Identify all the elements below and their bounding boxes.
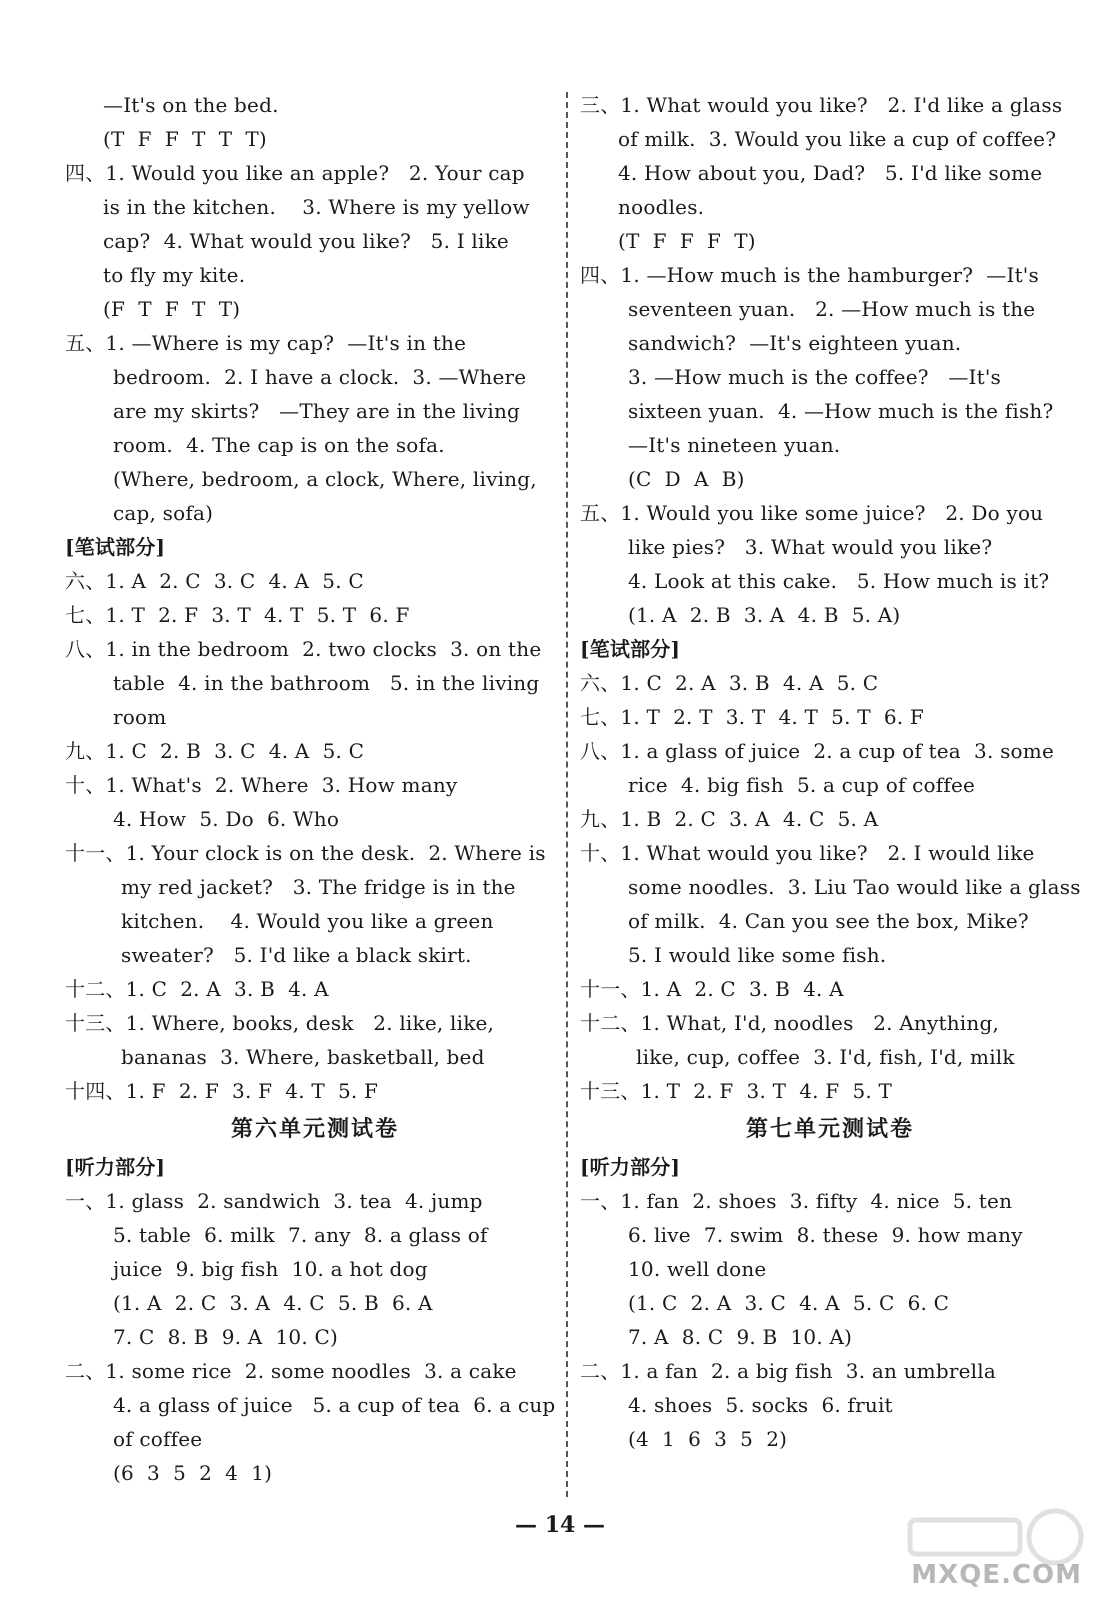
answer-line: (C D A B) xyxy=(628,467,745,491)
answer-line: table 4. in the bathroom 5. in the living xyxy=(113,671,540,695)
answer-line: —It's on the bed. xyxy=(103,93,279,117)
answer-line: like, cup, coffee 3. I'd, fish, I'd, milk xyxy=(636,1045,1015,1069)
answer-line: of milk. 4. Can you see the box, Mike? xyxy=(628,909,1029,933)
answer-line: 二、1. a fan 2. a big fish 3. an umbrella xyxy=(580,1359,996,1383)
answer-line: of coffee xyxy=(113,1427,203,1451)
answer-line: 八、1. in the bedroom 2. two clocks 3. on the xyxy=(65,637,542,661)
page-number: — 14 — xyxy=(515,1512,605,1538)
answer-line: 三、1. What would you like? 2. I'd like a glass xyxy=(580,93,1063,117)
answer-line: room xyxy=(113,705,167,729)
answer-line: is in the kitchen. 3. Where is my yellow xyxy=(103,195,530,219)
answer-line: 二、1. some rice 2. some noodles 3. a cake xyxy=(65,1359,517,1383)
answer-line: 6. live 7. swim 8. these 9. how many xyxy=(628,1223,1023,1247)
answer-line: 七、1. T 2. T 3. T 4. T 5. T 6. F xyxy=(580,705,924,729)
answer-line: bedroom. 2. I have a clock. 3. —Where xyxy=(113,365,527,389)
answer-line: 五、1. Would you like some juice? 2. Do you xyxy=(580,501,1044,525)
answer-line: 十四、1. F 2. F 3. F 4. T 5. F xyxy=(65,1079,379,1103)
answer-line: 一、1. fan 2. shoes 3. fifty 4. nice 5. ten xyxy=(580,1189,1013,1213)
answer-line: sandwich? —It's eighteen yuan. xyxy=(628,331,962,355)
answer-line: juice 9. big fish 10. a hot dog xyxy=(113,1257,428,1281)
answer-line: sixteen yuan. 4. —How much is the fish? xyxy=(628,399,1054,423)
answer-line: cap, sofa) xyxy=(113,501,214,525)
answer-line: 九、1. C 2. B 3. C 4. A 5. C xyxy=(65,739,365,763)
answer-line: 四、1. —How much is the hamburger? —It's xyxy=(580,263,1039,287)
answer-line: 十二、1. C 2. A 3. B 4. A xyxy=(65,977,329,1001)
answer-line: 4. a glass of juice 5. a cup of tea 6. a cup xyxy=(113,1393,556,1417)
answer-line: rice 4. big fish 5. a cup of coffee xyxy=(628,773,976,797)
answer-line: my red jacket? 3. The fridge is in the xyxy=(121,875,516,899)
watermark-text: MXQE.COM xyxy=(911,1560,1082,1590)
answer-line: 十一、1. Your clock is on the desk. 2. Where is xyxy=(65,841,546,865)
answer-line: sweater? 5. I'd like a black skirt. xyxy=(121,943,472,967)
answer-line: 四、1. Would you like an apple? 2. Your cap xyxy=(65,161,525,185)
answer-line: to fly my kite. xyxy=(103,263,246,287)
answer-line: some noodles. 3. Liu Tao would like a glass xyxy=(628,875,1081,899)
answer-line: 4. How 5. Do 6. Who xyxy=(113,807,340,831)
answer-line: (Where, bedroom, a clock, Where, living, xyxy=(113,467,537,491)
answer-line: like pies? 3. What would you like? xyxy=(628,535,993,559)
section-heading: [笔试部分] xyxy=(65,535,166,559)
answer-line: 一、1. glass 2. sandwich 3. tea 4. jump xyxy=(65,1189,483,1213)
answer-line: 7. C 8. B 9. A 10. C) xyxy=(113,1325,338,1349)
answer-line: 4. How about you, Dad? 5. I'd like some xyxy=(618,161,1043,185)
answer-line: 10. well done xyxy=(628,1257,767,1281)
answer-line: cap? 4. What would you like? 5. I like xyxy=(103,229,509,253)
answer-line: kitchen. 4. Would you like a green xyxy=(121,909,494,933)
answer-line: (F T F T T) xyxy=(103,297,241,321)
answer-line: of milk. 3. Would you like a cup of coffee? xyxy=(618,127,1057,151)
answer-line: (4 1 6 3 5 2) xyxy=(628,1427,788,1451)
answer-line: (6 3 5 2 4 1) xyxy=(113,1461,273,1485)
answer-line: 十一、1. A 2. C 3. B 4. A xyxy=(580,977,844,1001)
answer-line: bananas 3. Where, basketball, bed xyxy=(121,1045,485,1069)
section-heading: [听力部分] xyxy=(580,1155,681,1179)
answer-line: 五、1. —Where is my cap? —It's in the xyxy=(65,331,467,355)
answer-line: 4. Look at this cake. 5. How much is it? xyxy=(628,569,1050,593)
answer-line: noodles. xyxy=(618,195,705,219)
answer-line: (T F F T T T) xyxy=(103,127,267,151)
answer-line: 九、1. B 2. C 3. A 4. C 5. A xyxy=(580,807,879,831)
answer-line: 六、1. A 2. C 3. C 4. A 5. C xyxy=(65,569,364,593)
section-heading: [听力部分] xyxy=(65,1155,166,1179)
answer-line: 十二、1. What, I'd, noodles 2. Anything, xyxy=(580,1011,1000,1035)
answer-line: room. 4. The cap is on the sofa. xyxy=(113,433,445,457)
answer-line: 7. A 8. C 9. B 10. A) xyxy=(628,1325,853,1349)
right-column xyxy=(580,88,1080,1456)
answer-line: 八、1. a glass of juice 2. a cup of tea 3. some xyxy=(580,739,1054,763)
answer-line: 3. —How much is the coffee? —It's xyxy=(628,365,1002,389)
answer-line: 十三、1. Where, books, desk 2. like, like, xyxy=(65,1011,495,1035)
column-divider xyxy=(566,92,568,1497)
unit-title: 第六单元测试卷 xyxy=(230,1116,399,1142)
left-column xyxy=(65,88,565,1490)
unit-title: 第七单元测试卷 xyxy=(745,1116,914,1142)
answer-line: (1. A 2. C 3. A 4. C 5. B 6. A xyxy=(113,1291,433,1315)
answer-line: seventeen yuan. 2. —How much is the xyxy=(628,297,1036,321)
answer-line: (T F F F T) xyxy=(618,229,756,253)
answer-line: are my skirts? —They are in the living xyxy=(113,399,521,423)
answer-line: 5. table 6. milk 7. any 8. a glass of xyxy=(113,1223,488,1247)
answer-line: 4. shoes 5. socks 6. fruit xyxy=(628,1393,893,1417)
answer-line: (1. A 2. B 3. A 4. B 5. A) xyxy=(628,603,901,627)
answer-line: 六、1. C 2. A 3. B 4. A 5. C xyxy=(580,671,879,695)
answer-line: (1. C 2. A 3. C 4. A 5. C 6. C xyxy=(628,1291,950,1315)
section-heading: [笔试部分] xyxy=(580,637,681,661)
answer-line: 十三、1. T 2. F 3. T 4. F 5. T xyxy=(580,1079,893,1103)
answer-line: —It's nineteen yuan. xyxy=(628,433,841,457)
answer-line: 5. I would like some fish. xyxy=(628,943,887,967)
answer-line: 十、1. What's 2. Where 3. How many xyxy=(65,773,458,797)
answer-line: 七、1. T 2. F 3. T 4. T 5. T 6. F xyxy=(65,603,410,627)
answer-line: 十、1. What would you like? 2. I would like xyxy=(580,841,1035,865)
